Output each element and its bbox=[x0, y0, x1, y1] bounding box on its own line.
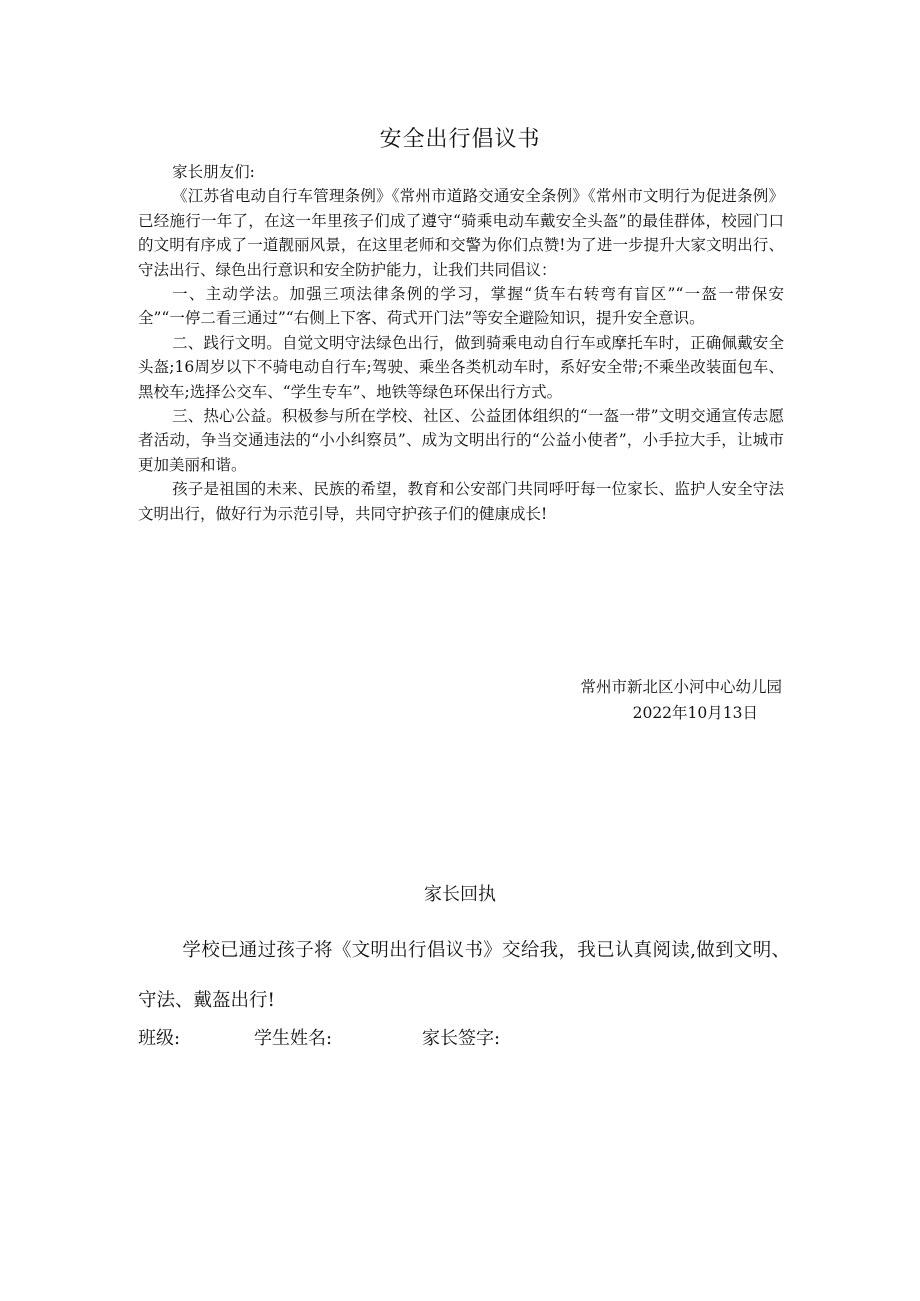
parent-signature-field-label: 家长签字: bbox=[422, 1028, 501, 1049]
paragraph-closing: 孩子是祖国的未来、民族的希望，教育和公安部门共同呼吁每一位家长、监护人安全守法文明出行，做好行为示范引导，共同守护孩子们的健康成长! bbox=[138, 480, 784, 523]
letter-body bbox=[138, 160, 784, 526]
document-title: 安全出行倡议书 bbox=[379, 127, 541, 152]
paragraph-intro: 《江苏省电动自行车管理条例》《常州市道路交通安全条例》《常州市文明行为促进条例》已经施行一年了，在这一年里孩子们成了遵守“骑乘电动车戴安全头盔”的最佳群体，校园门口的文明有序成了一道靓丽风景，在这里老师和交警为你们点赞!为了进一步提升大家文明出行、守法出行、绿色出行意识和安全防护能力，让我们共同倡议： bbox=[138, 187, 784, 279]
paragraph-point-2: 二、践行文明。自觉文明守法绿色出行，做到骑乘电动自行车或摩托车时，正确佩戴安全头盔;16周岁以下不骑电动自行车;驾驶、乘坐各类机动车时，系好安全带;不乘坐改装面包车、黑校车;选择公交车、“学生专车”、地铁等绿色环保出行方式。 bbox=[138, 333, 784, 401]
class-field-label: 班级: bbox=[138, 1028, 181, 1049]
greeting: 家长朋友们: bbox=[172, 163, 255, 181]
receipt-title: 家长回执 bbox=[424, 884, 496, 905]
paragraph-point-1: 一、主动学法。加强三项法律条例的学习，掌握“货车右转弯有盲区”“一盔一带保安全”“一停二看三通过”“右侧上下客、荷式开门法”等安全避险知识，提升安全意识。 bbox=[138, 285, 784, 328]
student-name-field-label: 学生姓名: bbox=[254, 1028, 333, 1049]
paragraph-point-3: 三、热心公益。积极参与所在学校、社区、公益团体组织的“一盔一带”文明交通宣传志愿者活动，争当交通违法的“小小纠察员”、成为文明出行的“公益小使者”，小手拉大手，让城市更加美丽和谐。 bbox=[138, 407, 784, 474]
receipt-fields bbox=[138, 1024, 778, 1050]
signature-organization: 常州市新北区小河中心幼儿园 bbox=[580, 678, 782, 696]
signature-date: 2022年10月13日 bbox=[632, 704, 758, 722]
receipt-body: 学校已通过孩子将《文明出行倡议书》交给我，我已认真阅读,做到文明、守法、戴盔出行! bbox=[138, 940, 790, 1011]
